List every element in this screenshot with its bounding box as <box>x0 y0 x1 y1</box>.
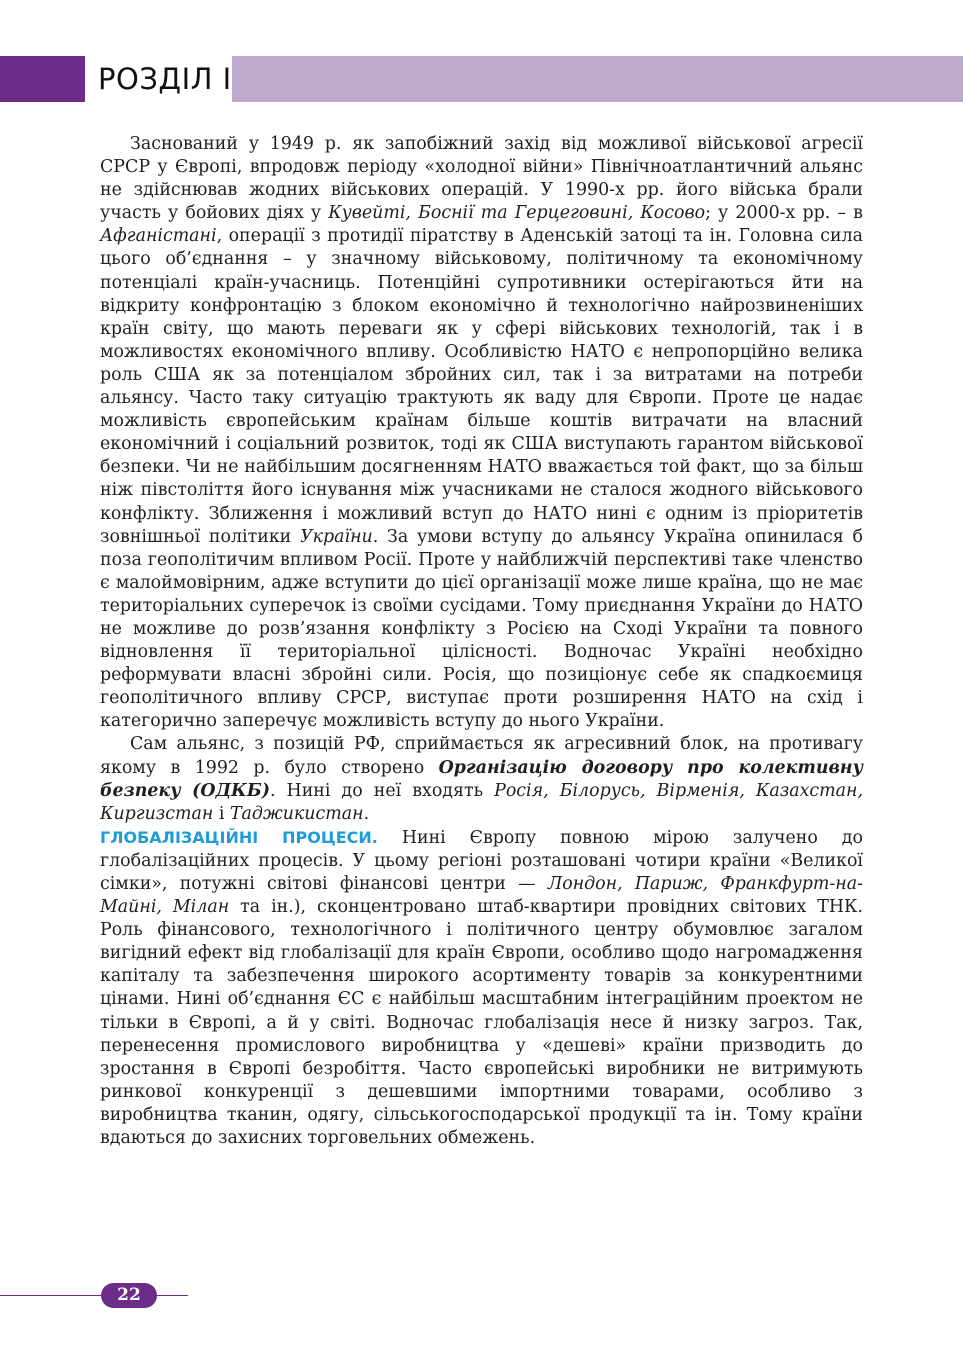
section-heading: ГЛОБАЛІЗАЦІЙНІ ПРОЦЕСИ. <box>100 827 378 847</box>
text-run: , операції з протидії піратству в Аденській затоці та ін. Головна сила цього об’єднання – у значному військовому, політичному та економічному потенціалі країн-учасниць. Потенційні супротивники остерігаються йти на відкриту конфронтацію з блоком економічно й технологічно найрозвиненіших країн світу, що мають переваги як у сфері військових технологій, так і в можливостях економічного впливу. Особливістю НАТО є непропорційно велика роль США як за потенціалом збройних сил, так і за витратами на потреби альянсу. Часто таку ситуацію трактують як ваду для Європи. Проте це надає можливість європейським країнам більше коштів витрачати на власний економічний і соціальний розвиток, тоді як США виступають гарантом військової безпеки. Чи не найбільшим досягненням НАТО вважається той факт, що за більш ніж півстоліття його існування між учасниками не сталося жодного військового конфлікту. Зближення і можливий вступ до НАТО нині є одним із пріоритетів зовнішньої політики <box>100 226 863 547</box>
footer-rule <box>0 1295 188 1296</box>
paragraph-globalization <box>100 826 863 1150</box>
text-run: Сам альянс, з позицій РФ, сприймається як агресивний блок, на противагу якому в 1992 р. було створено <box>100 734 863 778</box>
bold-italic-term: Організацію договору про колективну безпеку (ОДКБ) <box>100 757 863 801</box>
page-body <box>100 133 863 1150</box>
text-run: та ін.), сконцентровано штаб-квартири провідних світових ТНК. Роль фінансового, технологічного і політичного центру обумовлює загалом вигідний ефект від глобалізації для країн Європи, особливо щодо нагромадження капіталу та забезпечення широкого асортименту товарів за конкурентними цінами. Нині об’єднання ЄС є найбільш масштабним інтеграційним проектом не тільки в Європі, а й у світі. Водночас глобалізація несе й низку загроз. Так, перенесення промислового виробництва у «дешеві» країни призводить до зростання в Європі безробіття. Часто європейські виробники не витримують ринкової конкуренції з дешевшими імпортними товарами, особливо з виробництва тканин, одягу, сільськогосподарської продукції та ін. Тому країни вдаються до захисних торговельних обмежень. <box>100 897 864 1149</box>
paragraph-nato <box>100 133 863 733</box>
text-run: і <box>213 803 230 824</box>
header-band <box>232 56 963 102</box>
italic-run: Таджикистан <box>229 803 364 824</box>
italic-run: Росія, Білорусь, Вірменія, Казахстан, Киргизстан <box>100 780 863 824</box>
text-run: . За умови вступу до альянсу Україна опинилася б поза геополітичим впливом Росії. Проте у найближчій перспективі таке членство є малоймовірним, адже вступити до цієї організації може лише країна, що не має територіальних суперечок із своїми сусідами. Тому приєднання України до НАТО не можливе до розв’язання конфлікту з Росією на Сході України та повного відновлення її територіальної цілісності. Водночас Україні необхідно реформувати власні збройні сили. Росія, що позиціонує себе як спадкоємиця геополітичного впливу СРСР, виступає проти розширення НАТО на схід і категорично заперечує можливість вступу до нього України. <box>100 526 863 732</box>
text-run: . Нині до неї входять <box>269 780 495 801</box>
section-title: РОЗДІЛ I <box>98 62 232 96</box>
italic-run: України <box>300 526 373 547</box>
text-run: Нині Європу повною мірою залучено до глобалізаційних процесів. У цьому регіоні розташовані чотири країни «Великої сімки», потужні світові фінансові центри — <box>100 827 863 894</box>
header-accent-block <box>0 56 85 102</box>
italic-run: Кувейті, Боснії та Герцеговині, Косово <box>328 203 706 224</box>
text-run: ; у 2000-х рр. – в <box>705 203 863 224</box>
italic-run: Лондон, Париж, Франкфурт-на-Майні, Мілан <box>100 874 863 918</box>
text-run: . <box>363 803 370 824</box>
italic-run: Афганістані <box>100 226 217 247</box>
paragraph-odkb <box>100 733 863 825</box>
page-number-badge: 22 <box>101 1283 157 1308</box>
text-run: Заснований у 1949 р. як запобіжний захід від можливої військової агресії СРСР у Європі, впродовж періоду «холодної війни» Північноатлантичний альянс не здійснював жодних військових операцій. У 1990-х рр. його війська брали участь у бойових діях у <box>100 134 863 224</box>
